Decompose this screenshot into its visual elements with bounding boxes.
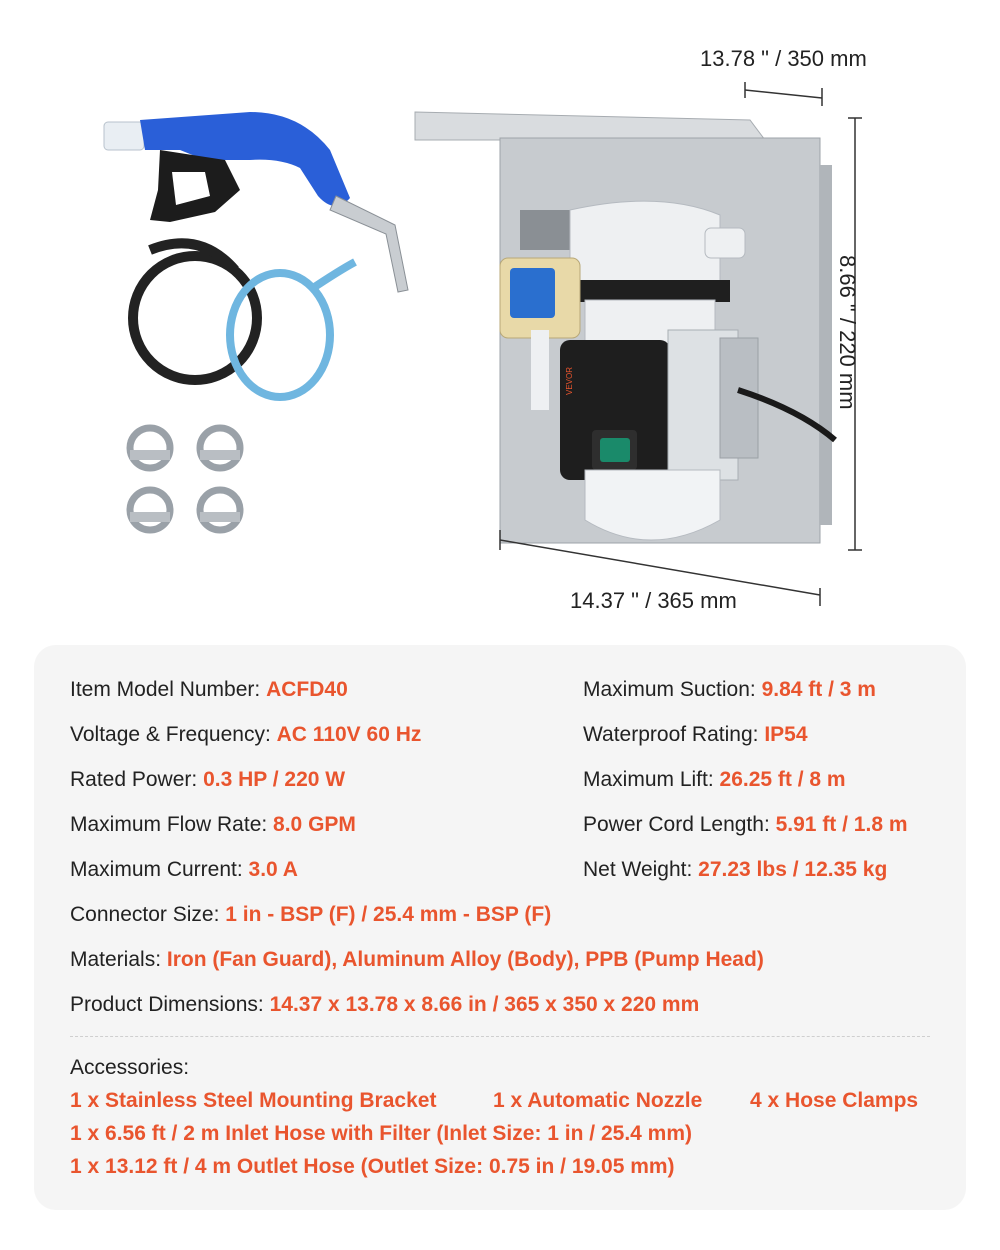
spec-value: 14.37 x 13.78 x 8.66 in / 365 x 350 x 220 mm	[269, 993, 700, 1016]
spec-value: 8.0 GPM	[273, 813, 356, 836]
depth-dimension-label: 14.37 " / 365 mm	[570, 588, 737, 613]
spec-label: Voltage & Frequency:	[70, 723, 277, 746]
accessory-item: 4 x Hose Clamps	[750, 1089, 919, 1112]
spec-value: AC 110V 60 Hz	[276, 723, 422, 746]
divider	[70, 1036, 930, 1037]
spec-value: 27.23 lbs / 12.35 kg	[698, 858, 888, 881]
accessories-title: Accessories:	[70, 1056, 190, 1079]
spec-item-model	[70, 678, 348, 702]
spec-value: Iron (Fan Guard), Aluminum Alloy (Body), PPB (Pump Head)	[166, 948, 764, 971]
spec-label: Item Model Number:	[70, 678, 267, 701]
spec-label: Waterproof Rating:	[583, 723, 765, 746]
hose-clamps-icon	[130, 428, 240, 530]
spec-label: Maximum Suction:	[583, 678, 762, 701]
spec-value: 0.3 HP / 220 W	[203, 768, 346, 791]
spec-current	[70, 858, 298, 882]
accessory-item: 1 x Stainless Steel Mounting Bracket	[70, 1089, 437, 1112]
spec-label: Product Dimensions:	[70, 993, 270, 1016]
spec-suction	[583, 678, 876, 702]
spec-label: Net Weight:	[583, 858, 699, 881]
spec-label: Maximum Lift:	[583, 768, 720, 791]
spec-cord-length	[583, 813, 908, 837]
spec-label: Materials:	[70, 948, 167, 971]
spec-label: Power Cord Length:	[583, 813, 776, 836]
spec-waterproof	[583, 723, 808, 747]
pump-brand-label: VEVOR	[565, 366, 574, 395]
spec-weight	[583, 858, 887, 882]
spec-rated-power	[70, 768, 345, 792]
spec-connector	[70, 903, 551, 927]
accessory-item: 1 x Automatic Nozzle	[493, 1089, 703, 1112]
spec-value: 26.25 ft / 8 m	[719, 768, 846, 791]
inlet-hose-icon	[230, 262, 355, 397]
outlet-hose-icon	[133, 243, 257, 380]
accessory-item: 1 x 6.56 ft / 2 m Inlet Hose with Filter (Inlet Size: 1 in / 25.4 mm)	[70, 1122, 693, 1145]
automatic-nozzle-icon	[104, 112, 408, 292]
spec-value: 1 in - BSP (F) / 25.4 mm - BSP (F)	[225, 903, 552, 926]
spec-flow-rate	[70, 813, 356, 837]
spec-label: Maximum Flow Rate:	[70, 813, 274, 836]
accessory-item: 1 x 13.12 ft / 4 m Outlet Hose (Outlet Size: 0.75 in / 19.05 mm)	[70, 1155, 675, 1178]
spec-dimensions	[70, 993, 699, 1017]
spec-value: 3.0 A	[248, 858, 298, 881]
spec-voltage	[70, 723, 421, 747]
width-dimension-label: 13.78 " / 350 mm	[700, 46, 867, 71]
spec-materials	[70, 948, 764, 972]
spec-label: Rated Power:	[70, 768, 204, 791]
spec-value: 9.84 ft / 3 m	[761, 678, 876, 701]
spec-value: ACFD40	[266, 678, 348, 701]
spec-label: Connector Size:	[70, 903, 226, 926]
spec-value: 5.91 ft / 1.8 m	[775, 813, 908, 836]
spec-value: IP54	[764, 723, 808, 746]
height-dimension-label: 8.66 " / 220 mm	[835, 255, 860, 410]
spec-label: Maximum Current:	[70, 858, 249, 881]
spec-lift	[583, 768, 846, 792]
